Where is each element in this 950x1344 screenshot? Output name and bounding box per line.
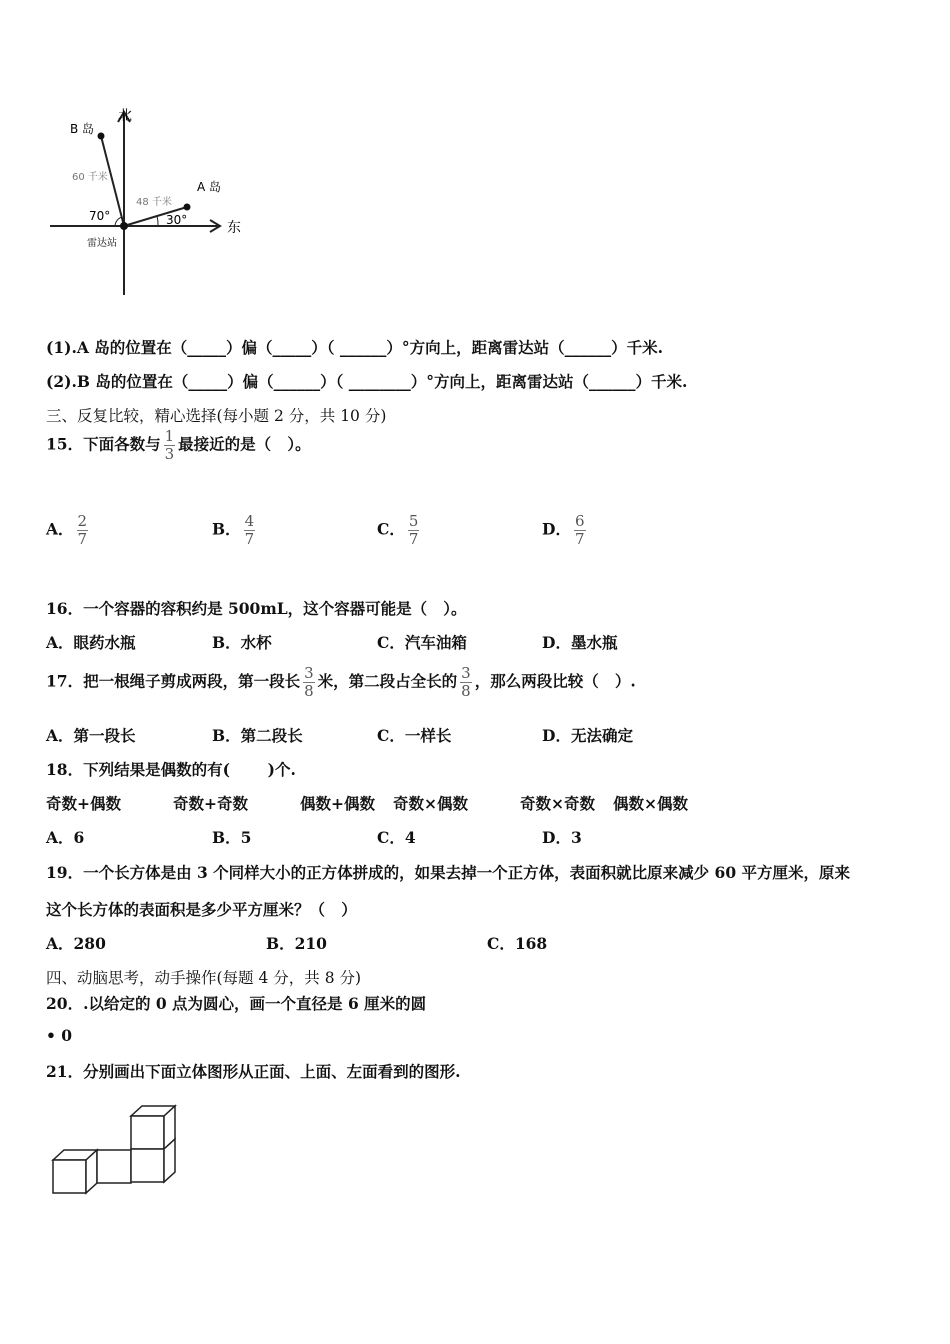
option-label: A． — [46, 519, 74, 539]
q19-question-line1: 19．一个长方体是由 3 个同样大小的正方体拼成的，如果去掉一个正方体，表面积就比原来减少 60 平方厘米，原来 — [46, 863, 851, 882]
q17-option-d[interactable]: D．无法确定 — [542, 726, 633, 745]
east-label: 东 — [227, 220, 241, 236]
q17-option-b[interactable]: B．第二段长 — [212, 726, 303, 745]
a-island-label: A 岛 — [197, 180, 222, 194]
q18-option-b[interactable]: B．5 — [212, 828, 252, 847]
cube-stack-figure — [50, 1102, 180, 1197]
q15-option-b[interactable] — [212, 513, 258, 548]
angle-30-label: 30° — [166, 213, 188, 227]
q15-option-a[interactable] — [46, 513, 91, 548]
q17-text-pre: 17．把一根绳子剪成两段，第一段长 — [46, 671, 301, 691]
numerator: 3 — [304, 664, 314, 682]
option-label: C． — [377, 519, 405, 539]
q18-expr: 奇数×奇数 — [520, 794, 595, 813]
q17-text-mid: 米，第二段占全长的 — [317, 671, 458, 691]
q15-option-d[interactable] — [542, 513, 589, 548]
q20-question: 20．.以给定的 0 点为圆心，画一个直径是 6 厘米的圆 — [46, 994, 427, 1013]
q18-expr: 奇数×偶数 — [393, 794, 468, 813]
q19-option-c[interactable]: C．168 — [487, 934, 548, 953]
q18-expr: 奇数+偶数 — [46, 794, 121, 813]
numerator: 5 — [408, 512, 419, 530]
q14-part2: (2).B 岛的位置在（_____）偏（______）（ ________）°方向上，距离雷达站（______）千米. — [46, 372, 688, 391]
section4-heading: 四、动脑思考，动手操作(每题 4 分，共 8 分) — [46, 969, 362, 987]
q19-option-b[interactable]: B．210 — [266, 934, 327, 953]
numerator: 4 — [244, 512, 255, 530]
denominator: 7 — [574, 530, 585, 548]
option-label: D． — [542, 519, 571, 539]
option-label: B． — [212, 519, 241, 539]
section3-heading: 三、反复比较，精心选择(每小题 2 分，共 10 分) — [46, 407, 387, 425]
denominator: 7 — [77, 530, 88, 548]
q16-option-d[interactable]: D．墨水瓶 — [542, 633, 618, 652]
q17-option-c[interactable]: C．一样长 — [377, 726, 452, 745]
q15-text-pre: 15．下面各数与 — [46, 434, 161, 454]
q14-part1: (1).A 岛的位置在（_____）偏（_____）（ ______）°方向上，距离雷达站（______）千米. — [46, 338, 664, 357]
numerator: 3 — [461, 664, 471, 682]
q15-text-post: 最接近的是（ ）。 — [178, 434, 311, 454]
q15-option-c[interactable] — [377, 513, 422, 548]
q17-question — [46, 665, 636, 700]
b-distance-label: 60 千米 — [72, 172, 108, 183]
radar-direction-diagram — [45, 100, 255, 300]
q18-expr: 奇数+奇数 — [173, 794, 248, 813]
q15-question — [46, 428, 311, 463]
q16-option-a[interactable]: A．眼药水瓶 — [46, 633, 136, 652]
a-distance-label: 48 千米 — [136, 197, 172, 208]
q17-option-a[interactable]: A．第一段长 — [46, 726, 136, 745]
numerator: 1 — [164, 427, 175, 445]
q16-option-c[interactable]: C．汽车油箱 — [377, 633, 467, 652]
q21-question: 21．分别画出下面立体图形从正面、上面、左面看到的图形. — [46, 1062, 461, 1081]
denominator: 8 — [304, 682, 314, 700]
denominator: 8 — [461, 682, 471, 700]
q17-text-post: ，那么两段比较（ ）. — [474, 671, 636, 691]
q18-expr: 偶数×偶数 — [613, 794, 688, 813]
q18-option-c[interactable]: C．4 — [377, 828, 416, 847]
radar-station-label: 雷达站 — [87, 238, 117, 249]
q19-question-line2: 这个长方体的表面积是多少平方厘米？（ ） — [46, 900, 357, 919]
denominator: 3 — [164, 445, 175, 463]
numerator: 6 — [574, 512, 585, 530]
b-island-label: B 岛 — [70, 122, 95, 136]
numerator: 2 — [77, 512, 88, 530]
north-label: 北 — [118, 108, 132, 124]
q18-question: 18．下列结果是偶数的有( )个. — [46, 760, 296, 779]
q19-option-a[interactable]: A．280 — [46, 934, 106, 953]
q20-center-point: • 0 — [46, 1026, 73, 1045]
q16-question: 16．一个容器的容积约是 500mL，这个容器可能是（ ）。 — [46, 599, 467, 618]
q16-option-b[interactable]: B．水杯 — [212, 633, 272, 652]
q18-option-d[interactable]: D．3 — [542, 828, 582, 847]
angle-70-label: 70° — [89, 209, 111, 223]
q18-option-a[interactable]: A．6 — [46, 828, 85, 847]
denominator: 7 — [244, 530, 255, 548]
denominator: 7 — [408, 530, 419, 548]
q15-fraction — [164, 428, 176, 463]
q18-expr: 偶数+偶数 — [300, 794, 375, 813]
